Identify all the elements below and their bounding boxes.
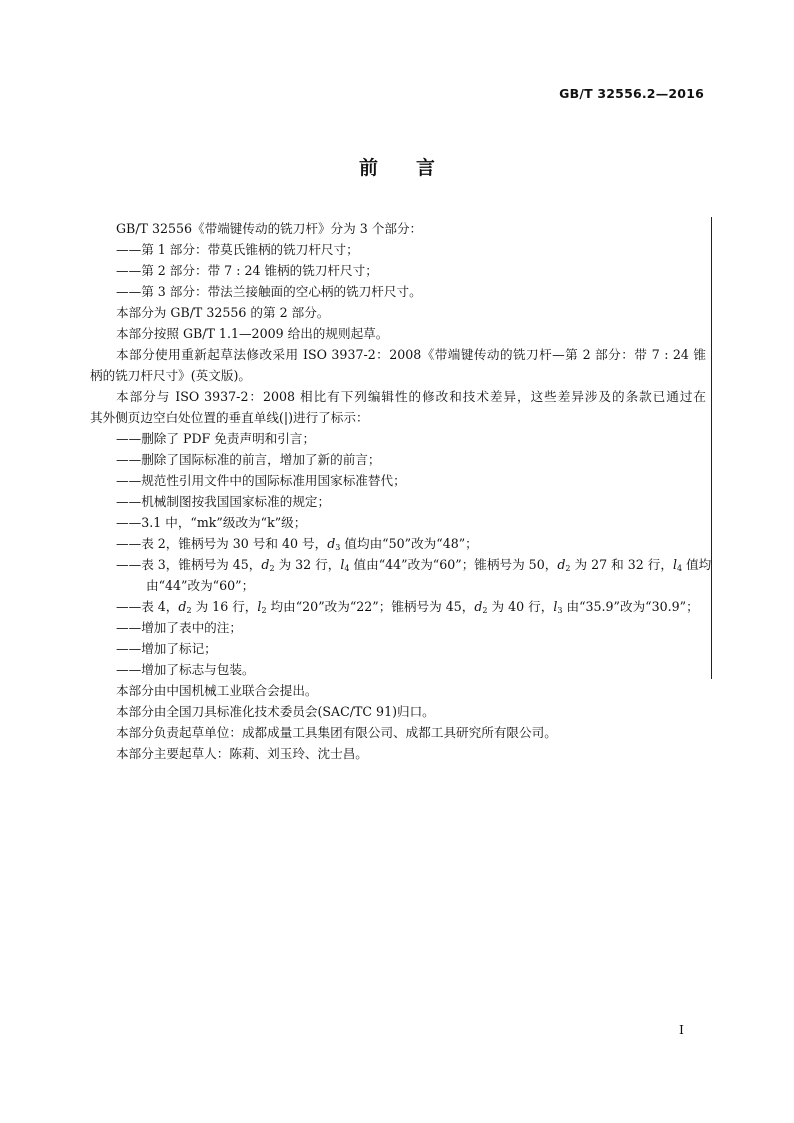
page-number: I	[679, 1022, 684, 1037]
subscript: 3	[557, 606, 563, 615]
list-item: ——机械制图按我国国家标准的规定；	[116, 494, 331, 509]
page-title: 前言	[358, 157, 473, 179]
subscript: 3	[335, 543, 341, 552]
symbol: l	[340, 557, 345, 572]
symbol: l	[257, 599, 262, 614]
paragraph: 本部分与 ISO 3937-2：2008 相比有下列编辑性的修改和技术差异，这些差异涉及的条款已通过在	[116, 389, 706, 404]
text-run: ——表 4，	[116, 599, 179, 614]
symbol: l	[553, 599, 558, 614]
list-item: ——第 2 部分：带 7 : 24 锥柄的铣刀杆尺寸；	[116, 263, 378, 278]
text-run: 值均	[686, 557, 712, 572]
text-run: 均由“20”改为“22”；锥柄号为 45，	[270, 599, 475, 614]
list-item: ——第 1 部分：带莫氏锥柄的铣刀杆尺寸；	[116, 242, 359, 257]
text-run: 为 16 行，	[195, 599, 258, 614]
list-item: ——增加了标志与包装。	[116, 662, 255, 677]
text-run: 为 27 和 32 行，	[574, 557, 673, 572]
symbol: d	[474, 599, 483, 614]
list-item: ——3.1 中，“mk”级改为“k”级；	[116, 515, 307, 530]
list-item	[90, 554, 712, 575]
symbol: d	[178, 599, 187, 614]
text-run: 由“35.9”改为“30.9”；	[566, 599, 699, 614]
text-run: 值均由“50”改为“48”；	[344, 536, 478, 551]
symbol: d	[557, 557, 566, 572]
symbol: d	[261, 557, 270, 572]
subscript: 2	[269, 564, 275, 573]
paragraph: 本部分由全国刀具标准化技术委员会(SAC/TC 91)归口。	[116, 704, 435, 719]
list-item: ——增加了标记；	[116, 641, 217, 656]
subscript: 2	[565, 564, 571, 573]
text-run: ——表 3，锥柄号为 45，	[116, 557, 262, 572]
paragraph: 本部分主要起草人：陈莉、刘玉玲、沈士昌。	[116, 746, 368, 761]
paragraph: GB/T 32556《带端键传动的铣刀杆》分为 3 个部分：	[116, 221, 423, 236]
subscript: 2	[186, 606, 192, 615]
list-item: ——删除了国际标准的前言，增加了新的前言；	[116, 452, 381, 467]
list-item	[90, 596, 706, 617]
paragraph-continuation: 柄的铣刀杆尺寸》(英文版)。	[90, 368, 251, 383]
subscript: 4	[344, 564, 350, 573]
change-bar	[711, 217, 712, 679]
foreword-body	[90, 218, 712, 764]
paragraph: 本部分按照 GB/T 1.1—2009 给出的规则起草。	[116, 326, 389, 341]
list-item: ——删除了 PDF 免责声明和引言；	[116, 431, 316, 446]
subscript: 4	[676, 564, 683, 573]
subscript: 2	[482, 606, 488, 615]
paragraph-continuation: 其外侧页边空白处位置的垂直单线(|)进行了标示：	[90, 410, 369, 425]
text-run: 为 32 行，	[278, 557, 341, 572]
list-item-continuation: 由“44”改为“60”；	[146, 578, 255, 593]
subscript: 2	[261, 606, 267, 615]
text-run: 为 40 行，	[491, 599, 554, 614]
paragraph: 本部分负责起草单位：成都成量工具集团有限公司、成都工具研究所有限公司。	[116, 725, 557, 740]
symbol: l	[672, 557, 677, 572]
list-item	[90, 533, 706, 554]
paragraph: 本部分由中国机械工业联合会提出。	[116, 683, 318, 698]
text-run: 值由“44”改为“60”；锥柄号为 50，	[353, 557, 558, 572]
standard-number: GB/T 32556.2—2016	[559, 86, 704, 101]
symbol: d	[327, 536, 336, 551]
text-run: ——表 2，锥柄号为 30 号和 40 号，	[116, 536, 328, 551]
list-item: ——规范性引用文件中的国际标准用国家标准替代；	[116, 473, 406, 488]
list-item: ——第 3 部分：带法兰接触面的空心柄的铣刀杆尺寸。	[116, 284, 422, 299]
list-item: ——增加了表中的注；	[116, 620, 242, 635]
paragraph: 本部分为 GB/T 32556 的第 2 部分。	[116, 305, 330, 320]
paragraph: 本部分使用重新起草法修改采用 ISO 3937-2：2008《带端键传动的铣刀杆—第 2 部分：带 7 : 24 锥	[116, 347, 706, 362]
